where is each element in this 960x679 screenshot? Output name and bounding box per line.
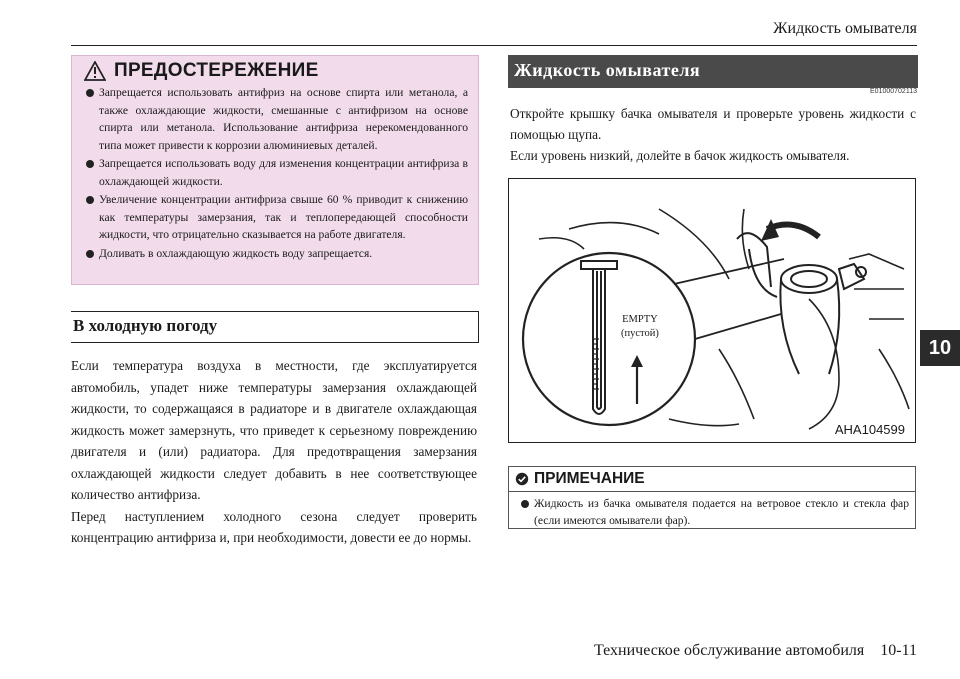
warning-title: ПРЕДОСТЕРЕЖЕНИЕ — [114, 60, 319, 81]
warning-header — [72, 56, 478, 84]
figure-code: AHA104599 — [834, 422, 905, 437]
chapter-tab: 10 — [920, 330, 960, 366]
empty-level-label — [621, 313, 659, 341]
note-title: ПРИМЕЧАНИЕ — [534, 470, 645, 487]
warning-triangle-icon — [84, 61, 106, 81]
warning-item-text: Запрещается использовать воду для изменения концентрации антифриза в охлаждающей жидкости. — [99, 157, 468, 188]
warning-item-text: Увеличение концентрации антифриза свыше 60 % приводит к снижению как температуры замерзания, так и теплопередающей способности жидкости, что отрицательно сказывается на работе двигателя. — [99, 193, 468, 241]
reservoir-drawing — [509, 179, 916, 443]
empty-label-line2: (пустой) — [621, 328, 659, 339]
bullet-icon — [86, 160, 94, 168]
empty-label-line1: EMPTY — [622, 314, 658, 325]
warning-item — [86, 84, 468, 154]
warning-item — [86, 155, 468, 190]
cold-weather-body — [71, 355, 477, 549]
cold-weather-heading — [71, 311, 479, 343]
section-code: E01000702113 — [870, 88, 917, 95]
paragraph: Если уровень низкий, долейте в бачок жидкость омывателя. — [510, 148, 850, 163]
warning-item — [86, 191, 468, 244]
warning-item-text: Запрещается использовать антифриз на основе спирта или метанола, а также охлаждающие жидкости, смешанные с антифризом на основе спирта или метанола. Использование антифриза нерекомендованного типа может привести к коррозии алюминиевых деталей. — [99, 86, 468, 152]
warning-box — [71, 55, 479, 285]
cold-weather-title: В холодную погоду — [73, 316, 218, 335]
warning-item-text: Доливать в охлаждающую жидкость воду запрещается. — [99, 246, 373, 260]
bullet-icon — [86, 196, 94, 204]
bullet-icon — [86, 250, 94, 258]
note-item — [521, 495, 909, 529]
bullet-icon — [521, 500, 529, 508]
washer-title: Жидкость омывателя — [514, 60, 701, 80]
header-rule — [71, 45, 917, 46]
page-footer: Техническое обслуживание автомобиля 10-11 — [593, 642, 917, 659]
note-box — [508, 466, 916, 529]
paragraph: Перед наступлением холодного сезона следует проверить концентрацию антифриза и, при необходимости, довести ее до нормы. — [71, 508, 477, 545]
washer-body — [510, 103, 916, 166]
warning-item — [86, 245, 468, 263]
header-title: Жидкость омывателя — [773, 20, 917, 37]
warning-list — [72, 84, 478, 262]
note-list — [509, 492, 915, 529]
note-item-text: Жидкость из бачка омывателя подается на ветровое стекло и стекла фар (если имеются омыватели фар). — [534, 497, 909, 527]
paragraph: Откройте крышку бачка омывателя и проверьте уровень жидкости с помощью щупа. — [510, 106, 916, 142]
washer-illustration — [508, 178, 916, 443]
bullet-icon — [86, 89, 94, 97]
washer-heading — [508, 55, 918, 88]
paragraph: Если температура воздуха в местности, где эксплуатируется автомобиль, упадет ниже температуры замерзания охлаждающей жидкости, то содержащаяся в радиаторе и в двигателе охлаждающая жидкость может замерзнуть, что приведет к серьезному повреждению двигателя и (или) радиатора. Для предотвращения замерзания охлаждающей жидкости следует добавить в нее соответствующее количество антифриза. — [71, 358, 477, 502]
note-check-icon — [515, 472, 529, 486]
note-header — [509, 467, 915, 492]
